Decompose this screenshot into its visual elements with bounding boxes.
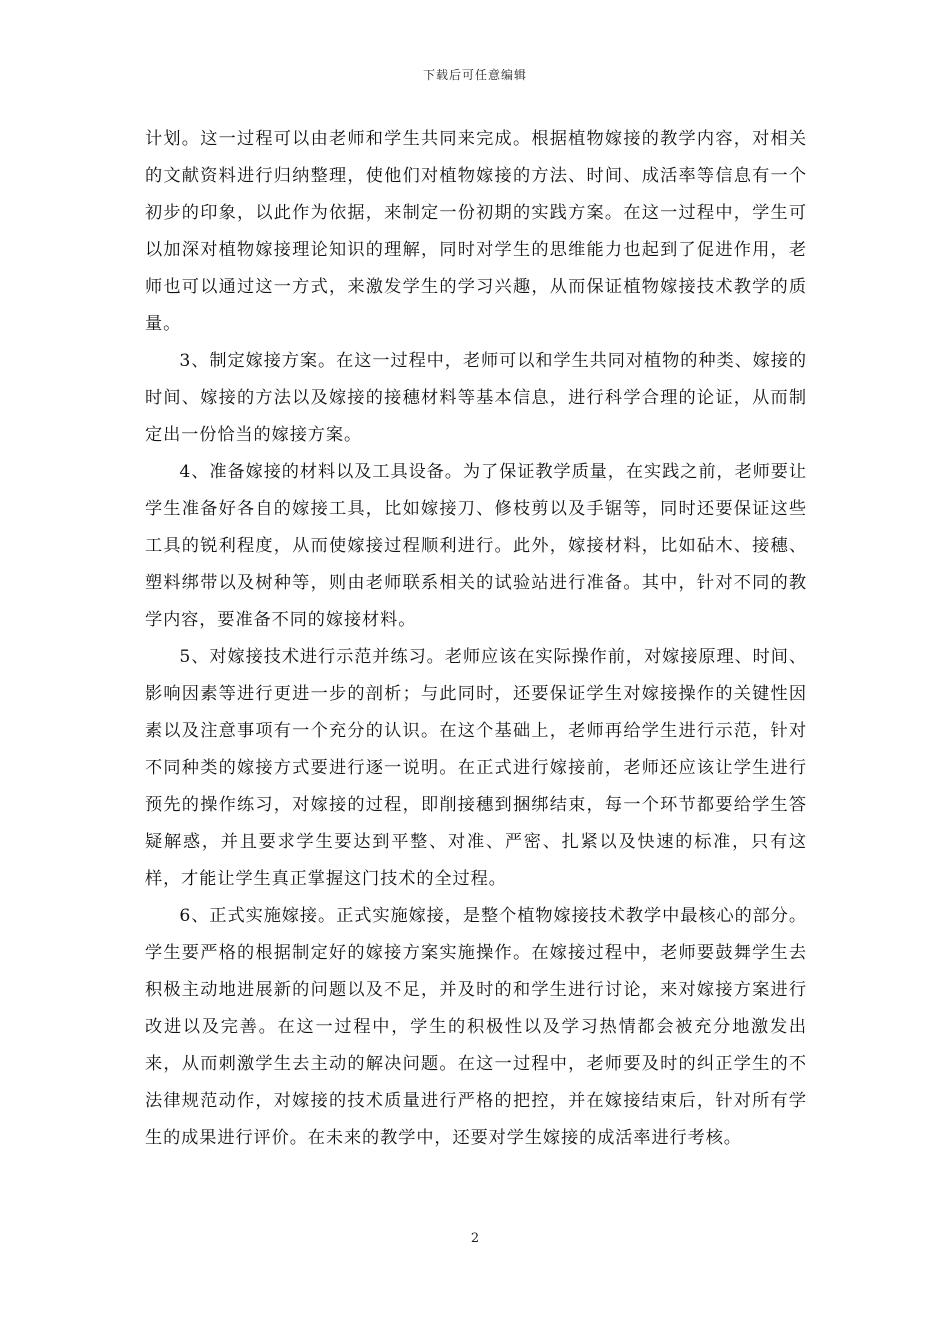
page-number: 2 bbox=[470, 1231, 480, 1246]
paragraph-step-4: 4、准备嫁接的材料以及工具设备。为了保证教学质量，在实践之前，老师要让学生准备好各自的嫁接工具，比如嫁接刀、修枝剪以及手锯等，同时还要保证这些工具的锐利程度，从而使嫁接过程顺利进行。此外，嫁接材料，比如砧木、接穗、塑料绑带以及树种等，则由老师联系相关的试验站进行准备。其中，针对不同的教学内容，要准备不同的嫁接材料。 bbox=[145, 462, 807, 630]
paragraph-continuation: 计划。这一过程可以由老师和学生共同来完成。根据植物嫁接的教学内容，对相关的文献资料进行归纳整理，使他们对植物嫁接的方法、时间、成活率等信息有一个初步的印象，以此作为依据，来制定一份初期的实践方案。在这一过程中，学生可以加深对植物嫁接理论知识的理解，同时对学生的思维能力也起到了促进作用，老师也可以通过这一方式，来激发学生的学习兴趣，从而保证植物嫁接技术教学的质量。 bbox=[145, 129, 807, 334]
document-body bbox=[145, 121, 807, 1157]
paragraph-step-6: 6、正式实施嫁接。正式实施嫁接，是整个植物嫁接技术教学中最核心的部分。学生要严格的根据制定好的嫁接方案实施操作。在嫁接过程中，老师要鼓舞学生去积极主动地进展新的问题以及不足，并及时的和学生进行讨论，来对嫁接方案进行改进以及完善。在这一过程中，学生的积极性以及学习热情都会被充分地激发出来，从而刺激学生去主动的解决问题。在这一过程中，老师要及时的纠正学生的不法律规范动作，对嫁接的技术质量进行严格的把控，并在嫁接结束后，针对所有学生的成果进行评价。在未来的教学中，还要对学生嫁接的成活率进行考核。 bbox=[145, 906, 807, 1148]
paragraph-step-5: 5、对嫁接技术进行示范并练习。老师应该在实际操作前，对嫁接原理、时间、影响因素等进行更进一步的剖析；与此同时，还要保证学生对嫁接操作的关键性因素以及注意事项有一个充分的认识。在这个基础上，老师再给学生进行示范，针对不同种类的嫁接方式要进行逐一说明。在正式进行嫁接前，老师还应该让学生进行预先的操作练习，对嫁接的过程，即削接穗到捆绑结束，每一个环节都要给学生答疑解惑，并且要求学生要达到平整、对准、严密、扎紧以及快速的标准，只有这样，才能让学生真正掌握这门技术的全过程。 bbox=[145, 647, 807, 889]
paragraph-step-3: 3、制定嫁接方案。在这一过程中，老师可以和学生共同对植物的种类、嫁接的时间、嫁接的方法以及嫁接的接穗材料等基本信息，进行科学合理的论证，从而制定出一份恰当的嫁接方案。 bbox=[145, 351, 807, 445]
page-header: 下载后可任意编辑 bbox=[422, 68, 527, 82]
